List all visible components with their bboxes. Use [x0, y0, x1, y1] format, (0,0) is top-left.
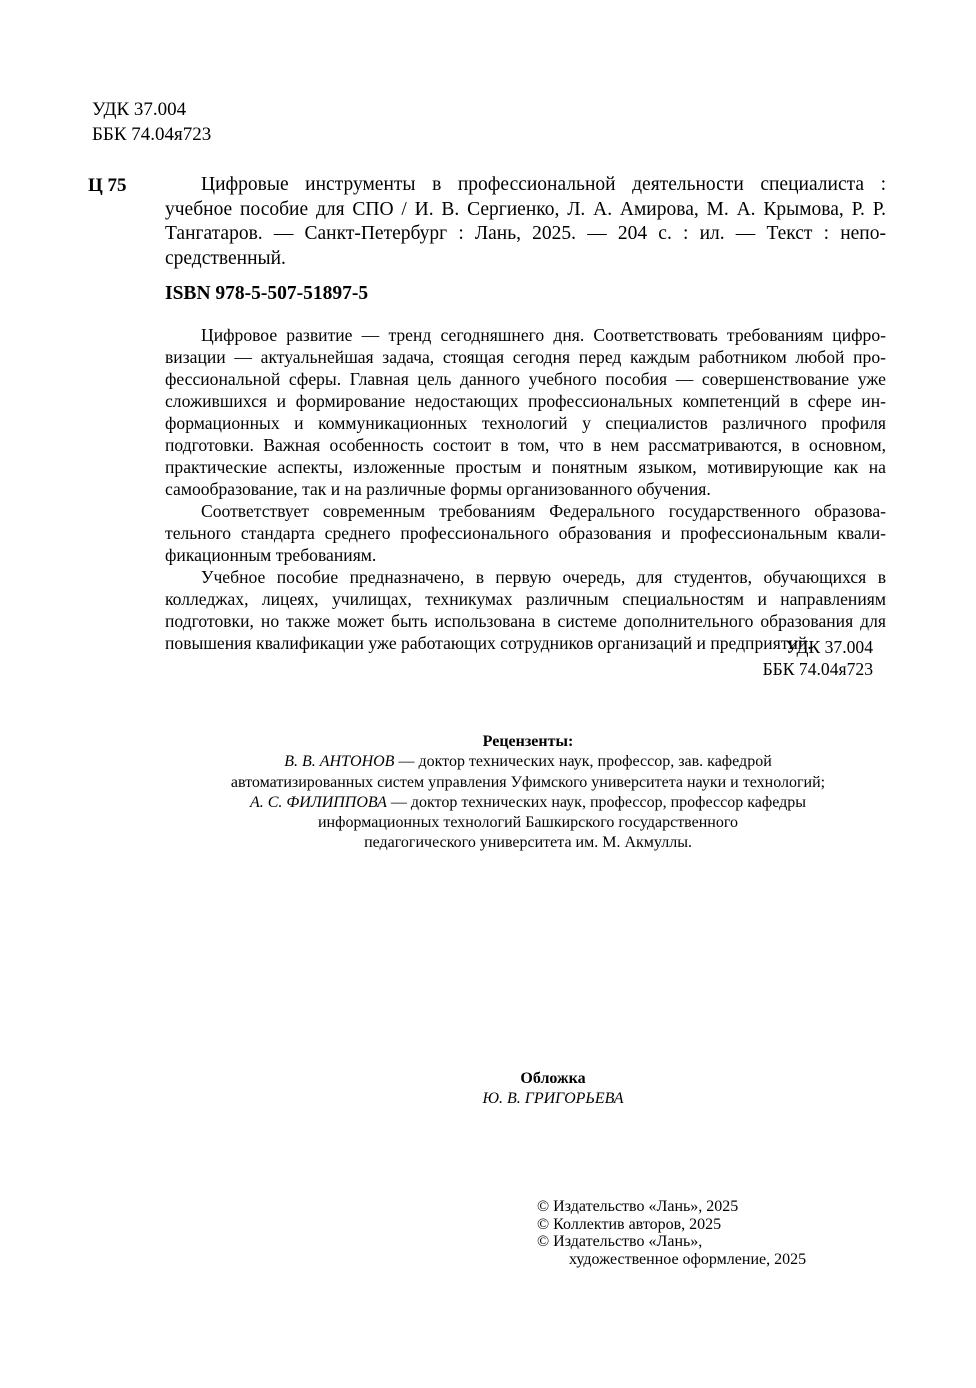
reviewer-name: В. В. АНТОНОВ: [284, 753, 395, 771]
annotation-paragraph: Цифровое развитие — тренд сегодняшнего дня. Соответствовать требованиям цифровизации — актуальнейшая задача, стоящая сегодня перед каждым работником любой профессиональной сферы. Главная цель данного учебного пособия — совершенствование уже сложившихся и формирование недостающих профессиональных компетенций в сфере информационных и коммуникационных технологий у специалистов различного профиля подготовки. Важная особенность состоит в том, что в нем рассматриваются, в основном, практические аспекты, изложенные простым и понятным языком, мотивирующие как на самообразование, так и на различные формы организованного обучения.: [165, 325, 886, 499]
reviewer-name: А. С. ФИЛИППОВА: [249, 793, 387, 811]
classification-block-top: [92, 97, 211, 147]
annotation-paragraph: Учебное пособие предназначено, в первую очередь, для студентов, обучающихся в колледжах, лицеях, училищах, техникумах различным специальностям и направлениям подготовки, но также может быть использована в системе дополнительного образования для повышения квалификации уже работающих сотрудников организаций и предприятий.: [165, 567, 886, 653]
annotation-paragraph: Соответствует современным требованиям Федерального государственного образовательного стандарта среднего профессионального образования и профессиональным квалификационным требованиям.: [165, 501, 886, 565]
cover-heading: Обложка: [520, 1070, 586, 1087]
bibliographic-record: Цифровые инструменты в профессиональной деятельности специалиста : учебное пособие для СПО / И. В. Сергиенко, Л. А. Амирова, М. А. Крымова, Р. Р. Тангатаров. — Санкт-Петербург : Лань, 2025. — 204 с. : ил. — Текст : непосредственный.: [165, 174, 886, 269]
cover-designer: Ю. В. ГРИГОРЬЕВА: [482, 1090, 624, 1107]
reviewer-credentials: — доктор технических наук, профессор, зав. кафедрой: [394, 753, 772, 771]
reviewers-block: [120, 732, 936, 854]
annotation: [165, 324, 886, 654]
reviewer-credentials: — доктор технических наук, профессор, профессор кафедры: [386, 793, 806, 811]
bbk-code: ББК 74.04я723: [92, 124, 212, 145]
copyright-line: художественное оформление, 2025: [569, 1250, 807, 1268]
reviewer-2: [120, 793, 936, 813]
reviewer-2-affiliation: педагогического университета им. М. Акмуллы.: [364, 834, 692, 852]
cover-credit: [345, 1069, 761, 1109]
copyright-line: © Издательство «Лань», 2025: [537, 1198, 739, 1215]
copyright-line: © Издательство «Лань»,: [537, 1233, 703, 1250]
udk-code: УДК 37.004: [785, 637, 873, 657]
reviewer-1-affiliation: автоматизированных систем управления Уфимского университета науки и технологий;: [230, 773, 826, 791]
isbn: ISBN 978-5-507-51897-5: [165, 283, 369, 304]
reviewer-2-affiliation: информационных технологий Башкирского государственного: [317, 814, 739, 832]
udk-code: УДК 37.004: [92, 99, 187, 120]
copyright-block: [537, 1198, 806, 1268]
copyright-line: © Коллектив авторов, 2025: [537, 1215, 722, 1233]
author-mark: Ц 75: [88, 175, 127, 196]
reviewers-heading: Рецензенты:: [482, 733, 574, 750]
bbk-code: ББК 74.04я723: [762, 659, 873, 679]
classification-block-bottom: [720, 636, 873, 680]
reviewer-1: [120, 752, 936, 772]
